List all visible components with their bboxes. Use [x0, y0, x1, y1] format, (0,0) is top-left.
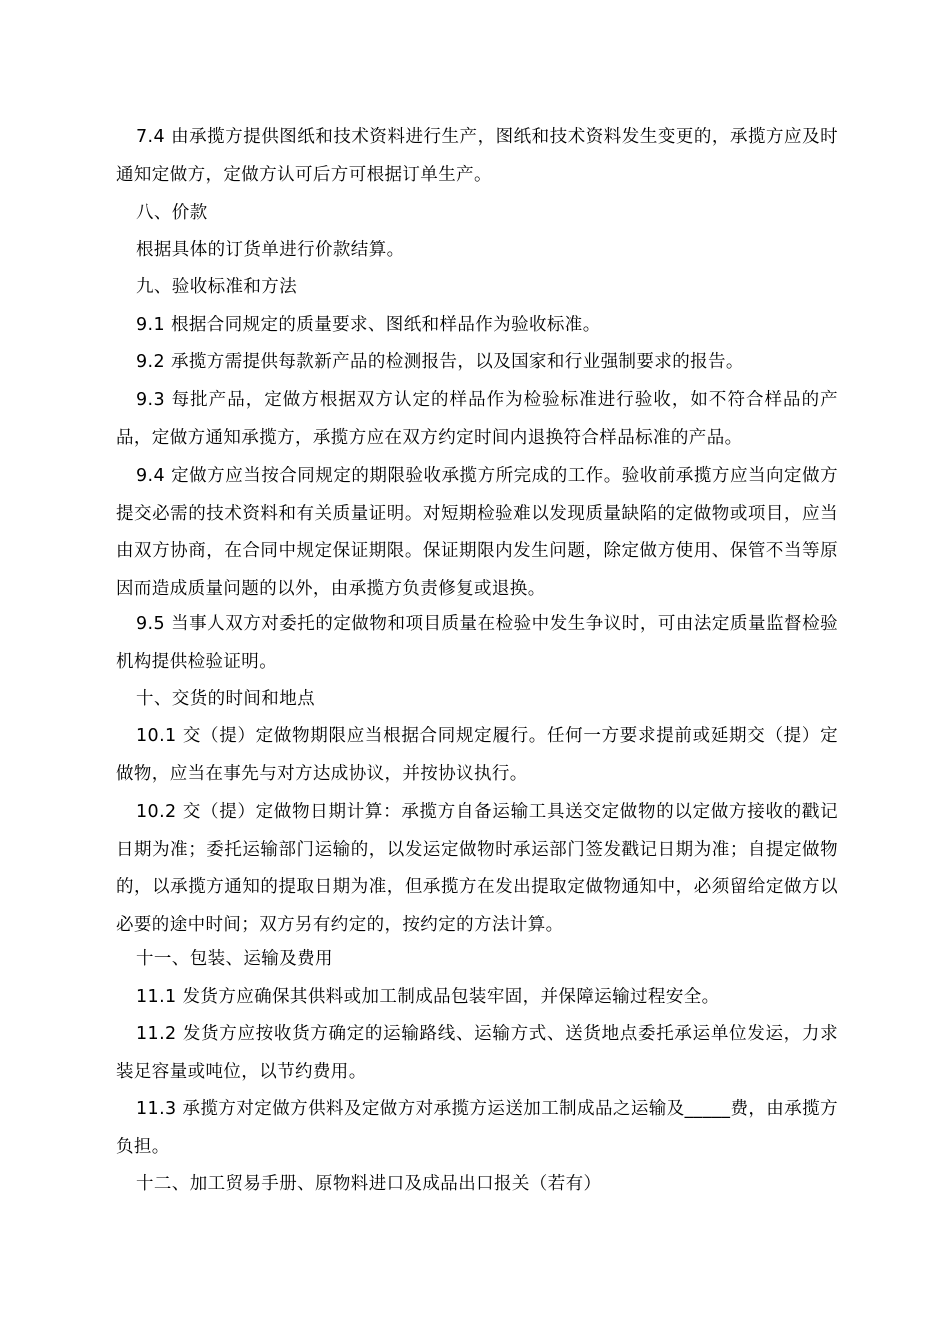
- clause-9-2: 9.2 承揽方需提供每款新产品的检测报告，以及国家和行业强制要求的报告。: [136, 352, 744, 372]
- clause-7-4: 7.4 由承揽方提供图纸和技术资料进行生产，图纸和技术资料发生变更的，承揽方应及时通知定做方，定做方认可后方可根据订单生产。: [116, 127, 838, 185]
- section-8-body: 根据具体的订货单进行价款结算。: [136, 240, 405, 260]
- section-9-heading: 九、验收标准和方法: [136, 277, 298, 297]
- clause-11-1: 11.1 发货方应确保其供料或加工制成品包装牢固，并保障运输过程安全。: [136, 987, 720, 1007]
- section-8-heading: 八、价款: [136, 203, 208, 223]
- clause-9-4: 9.4 定做方应当按合同规定的期限验收承揽方所完成的工作。验收前承揽方应当向定做方提交必需的技术资料和有关质量证明。对短期检验难以发现质量缺陷的定做物或项目，应当由双方协商，在合同中规定保证期限。保证期限内发生问题，除定做方使用、保管不当等原因而造成质量问题的以外，由承揽方负责修复或退换。: [116, 466, 838, 599]
- section-12-heading: 十二、加工贸易手册、原物料进口及成品出口报关（若有）: [136, 1174, 602, 1194]
- clause-11-3: 11.3 承揽方对定做方供料及定做方对承揽方运送加工制成品之运输及_____费，由承揽方负担。: [116, 1099, 838, 1157]
- clause-9-5: 9.5 当事人双方对委托的定做物和项目质量在检验中发生争议时，可由法定质量监督检验机构提供检验证明。: [116, 614, 838, 672]
- clause-10-1: 10.1 交（提）定做物期限应当根据合同规定履行。任何一方要求提前或延期交（提）定做物，应当在事先与对方达成协议，并按协议执行。: [116, 726, 838, 784]
- clause-10-2: 10.2 交（提）定做物日期计算：承揽方自备运输工具送交定做物的以定做方接收的戳记日期为准；委托运输部门运输的，以发运定做物时承运部门签发戳记日期为准；自提定做物的，以承揽方通知的提取日期为准，但承揽方在发出提取定做物通知中，必须留给定做方以必要的途中时间；双方另有约定的，按约定的方法计算。: [116, 802, 838, 935]
- clause-9-3: 9.3 每批产品，定做方根据双方认定的样品作为检验标准进行验收，如不符合样品的产品，定做方通知承揽方，承揽方应在双方约定时间内退换符合样品标准的产品。: [116, 390, 838, 448]
- clause-11-2: 11.2 发货方应按收货方确定的运输路线、运输方式、送货地点委托承运单位发运，力求装足容量或吨位，以节约费用。: [116, 1024, 838, 1082]
- section-10-heading: 十、交货的时间和地点: [136, 689, 315, 709]
- clause-9-1: 9.1 根据合同规定的质量要求、图纸和样品作为验收标准。: [136, 315, 601, 335]
- section-11-heading: 十一、包装、运输及费用: [136, 949, 333, 969]
